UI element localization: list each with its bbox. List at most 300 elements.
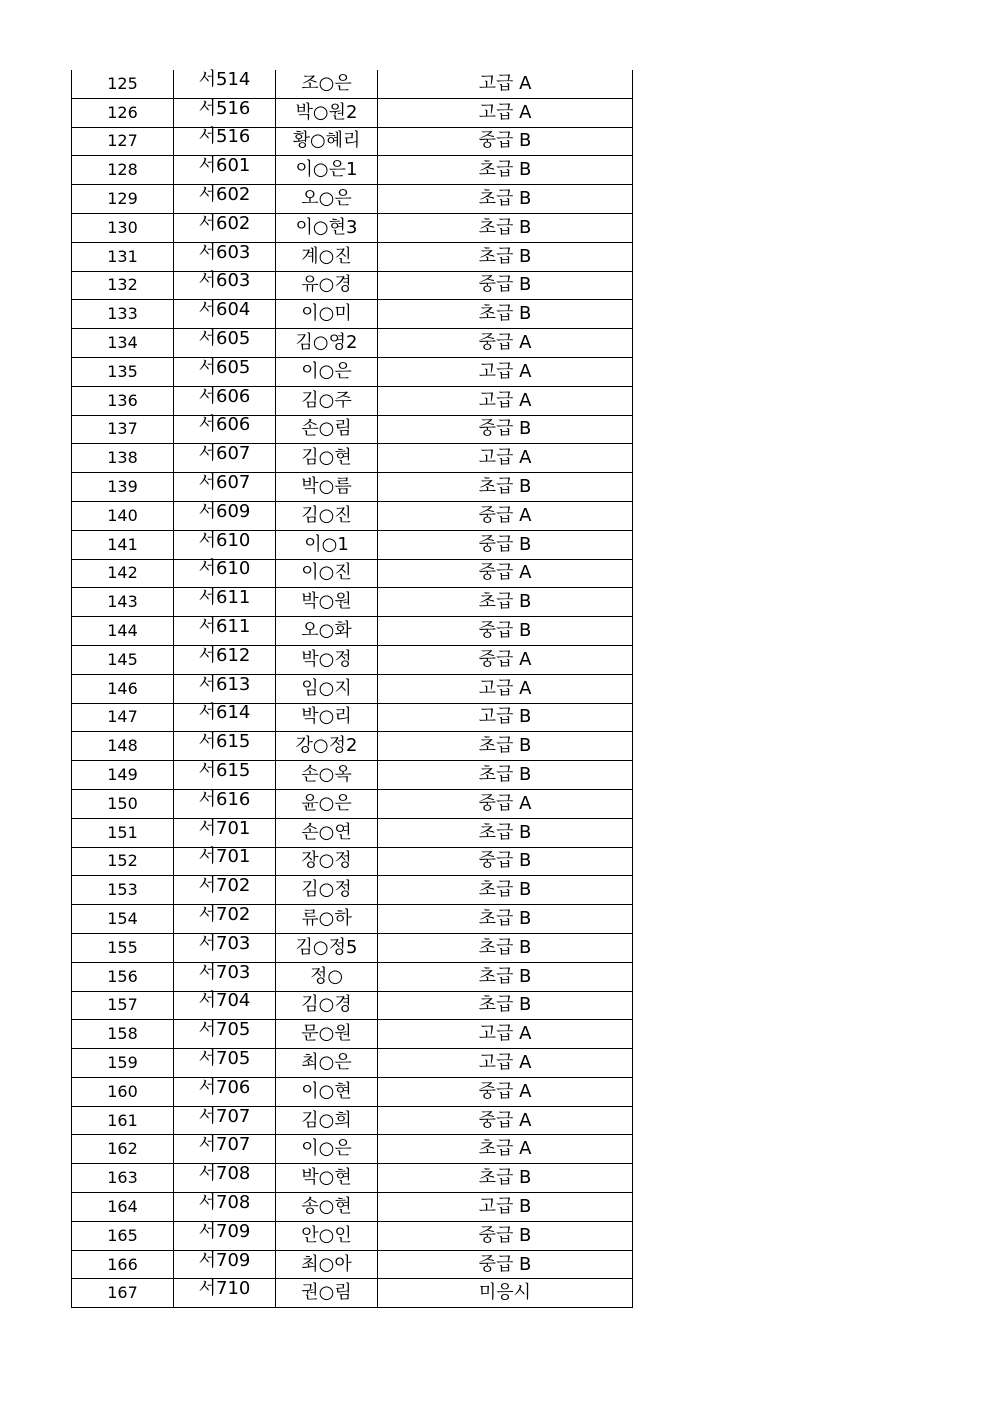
name-cell [276, 473, 378, 502]
row-number-cell [72, 213, 174, 242]
row-number-cell [72, 1250, 174, 1279]
level-cell [378, 1077, 633, 1106]
room-cell [174, 989, 276, 1018]
name-cell-text: 황○혜리 [292, 130, 361, 152]
name-cell [276, 300, 378, 329]
level-cell [378, 674, 633, 703]
name-cell [276, 501, 378, 530]
row-number-cell-text: 139 [107, 477, 138, 497]
roster-table [71, 70, 633, 1308]
level-cell-text: 초급 B [478, 476, 532, 498]
table-row [72, 127, 633, 156]
room-cell-text: 서707 [198, 1134, 251, 1156]
table-row [72, 876, 633, 905]
level-cell [378, 185, 633, 214]
name-cell [276, 271, 378, 300]
name-cell [276, 156, 378, 185]
row-number-cell-text: 151 [107, 822, 138, 842]
row-number-cell-text: 142 [107, 563, 138, 583]
level-cell [378, 98, 633, 127]
level-cell [378, 473, 633, 502]
name-cell [276, 185, 378, 214]
room-cell [174, 96, 276, 125]
room-cell-text: 서606 [198, 385, 251, 407]
name-cell-text: 김○정 [301, 879, 352, 901]
table-row [72, 1077, 633, 1106]
level-cell-text: 초급 B [478, 1167, 532, 1189]
room-cell [174, 355, 276, 384]
room-cell-text: 서706 [198, 1076, 251, 1098]
row-number-cell-text: 130 [107, 217, 138, 237]
name-cell [276, 761, 378, 790]
row-number-cell-text: 135 [107, 361, 138, 381]
room-cell [174, 672, 276, 701]
level-cell [378, 530, 633, 559]
row-number-cell [72, 645, 174, 674]
name-cell-text: 김○진 [301, 504, 352, 526]
name-cell [276, 991, 378, 1020]
room-cell-text: 서611 [198, 616, 251, 638]
table-row [72, 271, 633, 300]
level-cell-text: 중급 B [478, 533, 532, 555]
row-number-cell-text: 136 [107, 390, 138, 410]
name-cell [276, 530, 378, 559]
room-cell-text: 서602 [198, 184, 251, 206]
level-cell-text: 중급 B [478, 1224, 532, 1246]
row-number-cell-text: 163 [107, 1168, 138, 1188]
row-number-cell-text: 157 [107, 995, 138, 1015]
level-cell-text: 중급 A [478, 1080, 532, 1102]
row-number-cell-text: 158 [107, 1024, 138, 1044]
level-cell-text: 고급 A [478, 389, 532, 411]
name-cell [276, 847, 378, 876]
level-cell [378, 386, 633, 415]
level-cell-text: 중급 A [478, 1109, 532, 1131]
name-cell [276, 905, 378, 934]
name-cell-text: 장○정 [301, 850, 352, 872]
row-number-cell [72, 357, 174, 386]
room-cell [174, 557, 276, 586]
room-cell-text: 서701 [198, 846, 251, 868]
name-cell [276, 645, 378, 674]
name-cell-text: 문○원 [301, 1023, 352, 1045]
name-cell [276, 818, 378, 847]
name-cell [276, 329, 378, 358]
row-number-cell [72, 127, 174, 156]
name-cell-text: 박○름 [301, 476, 352, 498]
level-cell-text: 중급 A [478, 504, 532, 526]
name-cell-text: 박○정 [301, 648, 352, 670]
row-number-cell-text: 155 [107, 937, 138, 957]
room-cell [174, 1018, 276, 1047]
table-row [72, 1221, 633, 1250]
level-cell [378, 1193, 633, 1222]
row-number-cell-text: 150 [107, 793, 138, 813]
name-cell-text: 정○ [309, 965, 344, 987]
level-cell-text: 초급 B [478, 908, 532, 929]
name-cell-text: 이○은1 [295, 159, 358, 181]
room-cell [174, 701, 276, 730]
name-cell [276, 1020, 378, 1049]
room-cell [174, 269, 276, 298]
level-cell-text: 초급 B [478, 245, 532, 267]
level-cell-text: 중급 A [478, 562, 532, 584]
table-row [72, 991, 633, 1020]
level-cell [378, 444, 633, 473]
room-cell [174, 68, 276, 96]
name-cell [276, 732, 378, 761]
name-cell-text: 권○림 [301, 1282, 352, 1304]
name-cell-text: 이○은 [301, 360, 352, 382]
level-cell-text: 고급 A [478, 447, 532, 469]
level-cell [378, 905, 633, 934]
level-cell-text: 고급 A [478, 72, 532, 94]
room-cell-text: 서704 [198, 990, 251, 1012]
name-cell-text: 최○은 [301, 1051, 352, 1073]
row-number-cell-text: 143 [107, 592, 138, 612]
name-cell-text: 류○하 [301, 908, 352, 929]
level-cell-text: 초급 B [478, 216, 532, 238]
room-cell [174, 528, 276, 557]
room-cell [174, 298, 276, 327]
row-number-cell [72, 501, 174, 530]
room-cell-text: 서606 [198, 414, 251, 436]
row-number-cell-text: 138 [107, 448, 138, 468]
room-cell [174, 1133, 276, 1162]
room-cell-text: 서607 [198, 443, 251, 465]
level-cell [378, 70, 633, 98]
row-number-cell [72, 559, 174, 588]
row-number-cell [72, 703, 174, 732]
level-cell [378, 789, 633, 818]
table-row [72, 1250, 633, 1279]
table-row [72, 905, 633, 934]
room-cell [174, 154, 276, 183]
name-cell-text: 김○현 [301, 447, 352, 469]
room-cell [174, 816, 276, 845]
table-row [72, 1135, 633, 1164]
row-number-cell-text: 129 [107, 189, 138, 209]
room-cell [174, 1219, 276, 1248]
room-cell-text: 서603 [198, 270, 251, 292]
row-number-cell-text: 131 [107, 246, 138, 266]
table-row [72, 357, 633, 386]
name-cell [276, 962, 378, 991]
table-row [72, 1279, 633, 1308]
row-number-cell [72, 991, 174, 1020]
level-cell-text: 중급 B [478, 850, 532, 872]
room-cell-text: 서616 [198, 788, 251, 810]
name-cell [276, 70, 378, 98]
name-cell [276, 876, 378, 905]
table-row [72, 70, 633, 98]
name-cell [276, 1250, 378, 1279]
row-number-cell-text: 167 [107, 1283, 138, 1303]
room-cell-text: 서516 [198, 97, 251, 119]
row-number-cell [72, 905, 174, 934]
name-cell [276, 213, 378, 242]
room-cell-text: 서601 [198, 155, 251, 177]
row-number-cell-text: 161 [107, 1110, 138, 1130]
room-cell [174, 183, 276, 212]
row-number-cell [72, 1164, 174, 1193]
row-number-cell [72, 70, 174, 98]
room-cell [174, 1191, 276, 1220]
row-number-cell-text: 159 [107, 1052, 138, 1072]
room-cell [174, 615, 276, 644]
level-cell [378, 761, 633, 790]
name-cell [276, 242, 378, 271]
table-row [72, 703, 633, 732]
row-number-cell-text: 133 [107, 304, 138, 324]
row-number-cell-text: 126 [107, 102, 138, 122]
name-cell-text: 박○원 [301, 591, 352, 613]
room-cell-text: 서703 [198, 961, 251, 983]
room-cell [174, 1104, 276, 1133]
room-cell-text: 서702 [198, 875, 251, 897]
level-cell [378, 617, 633, 646]
row-number-cell [72, 1279, 174, 1308]
row-number-cell [72, 530, 174, 559]
row-number-cell-text: 125 [107, 73, 138, 93]
table-row [72, 386, 633, 415]
name-cell [276, 1077, 378, 1106]
table-row [72, 415, 633, 444]
name-cell [276, 789, 378, 818]
name-cell-text: 김○희 [301, 1109, 352, 1131]
row-number-cell-text: 164 [107, 1196, 138, 1216]
room-cell-text: 서703 [198, 932, 251, 954]
room-cell [174, 125, 276, 154]
table-row [72, 213, 633, 242]
name-cell-text: 오○화 [301, 620, 352, 642]
level-cell-text: 초급 B [478, 994, 532, 1016]
room-cell [174, 931, 276, 960]
level-cell-text: 고급 B [478, 706, 532, 728]
room-cell-text: 서602 [198, 212, 251, 234]
name-cell-text: 계○진 [301, 245, 352, 267]
row-number-cell [72, 329, 174, 358]
name-cell [276, 386, 378, 415]
row-number-cell-text: 127 [107, 131, 138, 151]
room-cell [174, 1277, 276, 1306]
table-row [72, 530, 633, 559]
room-cell-text: 서701 [198, 817, 251, 839]
row-number-cell-text: 149 [107, 765, 138, 785]
row-number-cell [72, 818, 174, 847]
table-row [72, 761, 633, 790]
level-cell-text: 초급 B [478, 303, 532, 325]
room-cell-text: 서613 [198, 673, 251, 695]
row-number-cell [72, 386, 174, 415]
room-cell-text: 서605 [198, 328, 251, 350]
level-cell [378, 156, 633, 185]
table-row [72, 185, 633, 214]
row-number-cell [72, 933, 174, 962]
row-number-cell [72, 876, 174, 905]
table-row [72, 732, 633, 761]
table-row [72, 818, 633, 847]
level-cell-text: 초급 B [478, 188, 532, 210]
room-cell-text: 서708 [198, 1191, 251, 1213]
table-row [72, 847, 633, 876]
room-cell [174, 327, 276, 356]
room-cell-text: 서614 [198, 702, 251, 724]
row-number-cell [72, 789, 174, 818]
room-cell [174, 442, 276, 471]
room-cell-text: 서605 [198, 356, 251, 378]
name-cell [276, 1221, 378, 1250]
row-number-cell-text: 132 [107, 275, 138, 295]
table-row [72, 617, 633, 646]
level-cell [378, 300, 633, 329]
room-cell [174, 1162, 276, 1191]
room-cell-text: 서709 [198, 1249, 251, 1271]
room-cell [174, 1248, 276, 1277]
table-row [72, 98, 633, 127]
row-number-cell [72, 415, 174, 444]
level-cell [378, 1135, 633, 1164]
row-number-cell [72, 271, 174, 300]
level-cell-text: 중급 B [478, 1253, 532, 1275]
level-cell-text: 초급 B [478, 764, 532, 786]
level-cell [378, 703, 633, 732]
level-cell [378, 1221, 633, 1250]
name-cell-text: 최○아 [301, 1253, 352, 1275]
room-cell-text: 서607 [198, 472, 251, 494]
row-number-cell-text: 166 [107, 1254, 138, 1274]
name-cell [276, 98, 378, 127]
name-cell-text: 이○은 [301, 1138, 352, 1160]
level-cell [378, 242, 633, 271]
level-cell [378, 933, 633, 962]
room-cell-text: 서609 [198, 500, 251, 522]
level-cell [378, 415, 633, 444]
name-cell [276, 1193, 378, 1222]
level-cell [378, 329, 633, 358]
table-row [72, 444, 633, 473]
level-cell-text: 초급 B [478, 965, 532, 987]
level-cell-text: 중급 B [478, 274, 532, 296]
name-cell [276, 674, 378, 703]
level-cell [378, 1164, 633, 1193]
level-cell [378, 1049, 633, 1078]
name-cell-text: 이○현 [301, 1080, 352, 1102]
row-number-cell [72, 473, 174, 502]
room-cell-text: 서707 [198, 1105, 251, 1127]
name-cell [276, 1279, 378, 1308]
level-cell-text: 중급 A [478, 648, 532, 670]
row-number-cell-text: 162 [107, 1139, 138, 1159]
row-number-cell [72, 444, 174, 473]
name-cell [276, 357, 378, 386]
room-cell-text: 서610 [198, 529, 251, 551]
name-cell-text: 박○현 [301, 1167, 352, 1189]
row-number-cell-text: 148 [107, 736, 138, 756]
level-cell [378, 588, 633, 617]
name-cell-text: 임○지 [301, 677, 352, 699]
room-cell-text: 서514 [198, 68, 251, 90]
row-number-cell [72, 847, 174, 876]
level-cell [378, 213, 633, 242]
roster-table-body [72, 70, 633, 1308]
row-number-cell-text: 146 [107, 678, 138, 698]
name-cell [276, 1164, 378, 1193]
name-cell-text: 손○옥 [301, 764, 352, 786]
table-row [72, 1106, 633, 1135]
table-row [72, 962, 633, 991]
name-cell [276, 444, 378, 473]
room-cell-text: 서615 [198, 760, 251, 782]
table-row [72, 473, 633, 502]
row-number-cell-text: 134 [107, 333, 138, 353]
level-cell-text: 고급 A [478, 101, 532, 123]
name-cell-text: 조○은 [301, 72, 352, 94]
row-number-cell-text: 141 [107, 534, 138, 554]
level-cell-text: 초급 B [478, 821, 532, 843]
row-number-cell-text: 144 [107, 621, 138, 641]
name-cell-text: 이○현3 [295, 216, 358, 238]
level-cell [378, 1279, 633, 1308]
room-cell [174, 471, 276, 500]
name-cell-text: 안○인 [301, 1224, 352, 1246]
table-row [72, 300, 633, 329]
name-cell-text: 오○은 [301, 188, 352, 210]
table-row [72, 329, 633, 358]
room-cell-text: 서708 [198, 1163, 251, 1185]
room-cell [174, 413, 276, 442]
level-cell [378, 271, 633, 300]
level-cell-text: 중급 A [478, 792, 532, 814]
room-cell [174, 240, 276, 269]
level-cell-text: 고급 B [478, 1195, 532, 1217]
name-cell-text: 이○진 [301, 562, 352, 584]
level-cell [378, 1106, 633, 1135]
table-row [72, 1193, 633, 1222]
room-cell-text: 서612 [198, 644, 251, 666]
row-number-cell-text: 154 [107, 909, 138, 928]
row-number-cell [72, 962, 174, 991]
name-cell [276, 617, 378, 646]
name-cell-text: 김○정5 [295, 936, 358, 958]
table-row [72, 1164, 633, 1193]
table-row [72, 242, 633, 271]
row-number-cell [72, 1077, 174, 1106]
name-cell [276, 703, 378, 732]
room-cell-text: 서516 [198, 126, 251, 148]
level-cell [378, 876, 633, 905]
name-cell [276, 1106, 378, 1135]
level-cell-text: 중급 B [478, 418, 532, 440]
row-number-cell [72, 674, 174, 703]
row-number-cell [72, 1193, 174, 1222]
room-cell [174, 643, 276, 672]
name-cell-text: 유○경 [301, 274, 352, 296]
level-cell-text: 초급 A [478, 1138, 532, 1160]
room-cell-text: 서610 [198, 558, 251, 580]
level-cell-text: 고급 A [478, 360, 532, 382]
row-number-cell [72, 1221, 174, 1250]
room-cell [174, 499, 276, 528]
name-cell-text: 김○경 [301, 994, 352, 1016]
row-number-cell-text: 152 [107, 851, 138, 871]
level-cell [378, 127, 633, 156]
name-cell-text: 윤○은 [301, 792, 352, 814]
level-cell-text: 중급 B [478, 130, 532, 152]
level-cell-text: 초급 B [478, 591, 532, 613]
level-cell [378, 991, 633, 1020]
level-cell-text: 초급 B [478, 879, 532, 901]
